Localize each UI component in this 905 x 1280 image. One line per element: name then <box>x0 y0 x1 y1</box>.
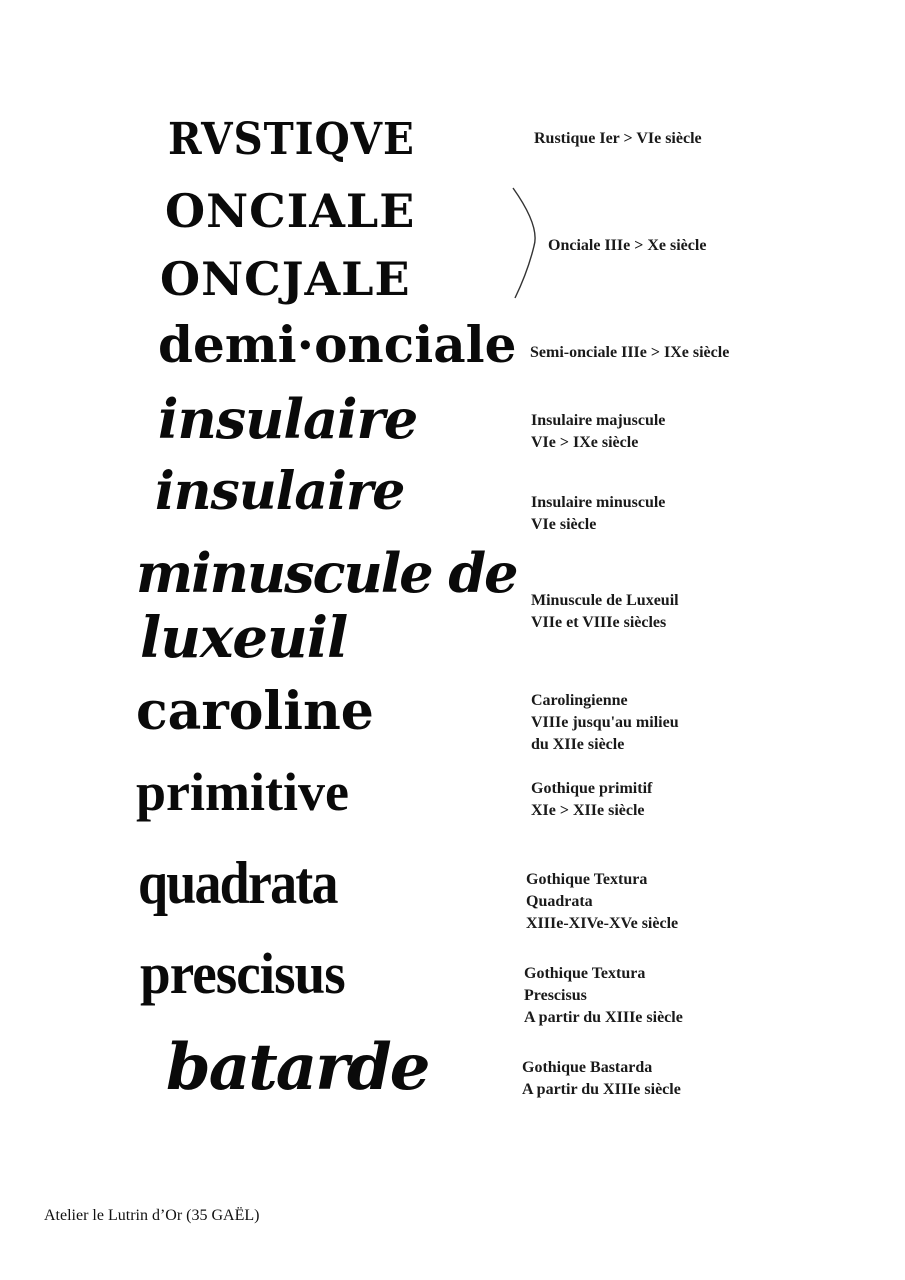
brace-bracket <box>510 186 540 300</box>
desc-line: Minuscule de Luxeuil <box>531 592 679 609</box>
specimen-rustique: RVSTIQVE <box>168 114 415 165</box>
desc-line: A partir du XIIIe siècle <box>524 1009 683 1026</box>
desc-line: XIe > XIIe siècle <box>531 802 645 819</box>
desc-line: A partir du XIIIe siècle <box>522 1081 681 1098</box>
desc-line: VIe > IXe siècle <box>531 434 639 451</box>
desc-line: VIIe et VIIIe siècles <box>531 614 667 631</box>
desc-line: Gothique Textura <box>524 965 646 982</box>
specimen-insulaire-minuscule: insulaire <box>155 461 405 522</box>
specimen-quadrata: quadrata <box>138 850 337 916</box>
desc-line: Prescisus <box>524 987 587 1004</box>
desc-line: du XIIe siècle <box>531 736 625 753</box>
desc-gothique-quadrata <box>526 869 678 935</box>
desc-gothique-bastarda <box>522 1057 681 1101</box>
desc-rustique <box>534 128 702 150</box>
desc-line: VIe siècle <box>531 516 597 533</box>
specimen-caroline: caroline <box>136 681 374 742</box>
desc-insulaire-minuscule <box>531 492 665 536</box>
desc-line: Insulaire majuscule <box>531 412 666 429</box>
desc-gothique-prescisus <box>524 963 683 1029</box>
desc-line: Rustique Ier > VIe siècle <box>534 130 702 147</box>
desc-line: Gothique Bastarda <box>522 1059 653 1076</box>
specimen-onciale-2: ONCJALE <box>160 252 411 306</box>
footer-credit: Atelier le Lutrin d’Or (35 GAËL) <box>44 1207 260 1224</box>
desc-line: VIIIe jusqu'au milieu <box>531 714 679 731</box>
desc-line: Gothique primitif <box>531 780 653 797</box>
desc-gothique-primitif <box>531 778 652 822</box>
desc-semi-onciale <box>530 342 729 364</box>
desc-line: Insulaire minuscule <box>531 494 666 511</box>
specimen-onciale-1: ONCIALE <box>165 184 416 238</box>
desc-line: Gothique Textura <box>526 871 648 888</box>
desc-onciale <box>548 235 706 257</box>
specimen-batarde: batarde <box>166 1030 429 1105</box>
desc-insulaire-majuscule <box>531 410 665 454</box>
desc-minuscule-luxeuil <box>531 590 679 634</box>
desc-line: Semi-onciale IIIe > IXe siècle <box>530 344 730 361</box>
desc-line: XIIIe-XIVe-XVe siècle <box>526 915 679 932</box>
desc-line: Onciale IIIe > Xe siècle <box>548 237 707 254</box>
desc-line: Quadrata <box>526 893 593 910</box>
specimen-minuscule-line-1: minuscule de <box>136 541 517 605</box>
specimen-prescisus: prescisus <box>140 941 345 1006</box>
specimen-demi-onciale: demi·onciale <box>158 315 517 374</box>
desc-carolingienne <box>531 690 679 756</box>
specimen-minuscule-line-2: luxeuil <box>140 605 348 671</box>
desc-line: Carolingienne <box>531 692 628 709</box>
specimen-insulaire-majuscule: insulaire <box>158 387 418 451</box>
specimen-primitive: primitive <box>136 762 349 822</box>
